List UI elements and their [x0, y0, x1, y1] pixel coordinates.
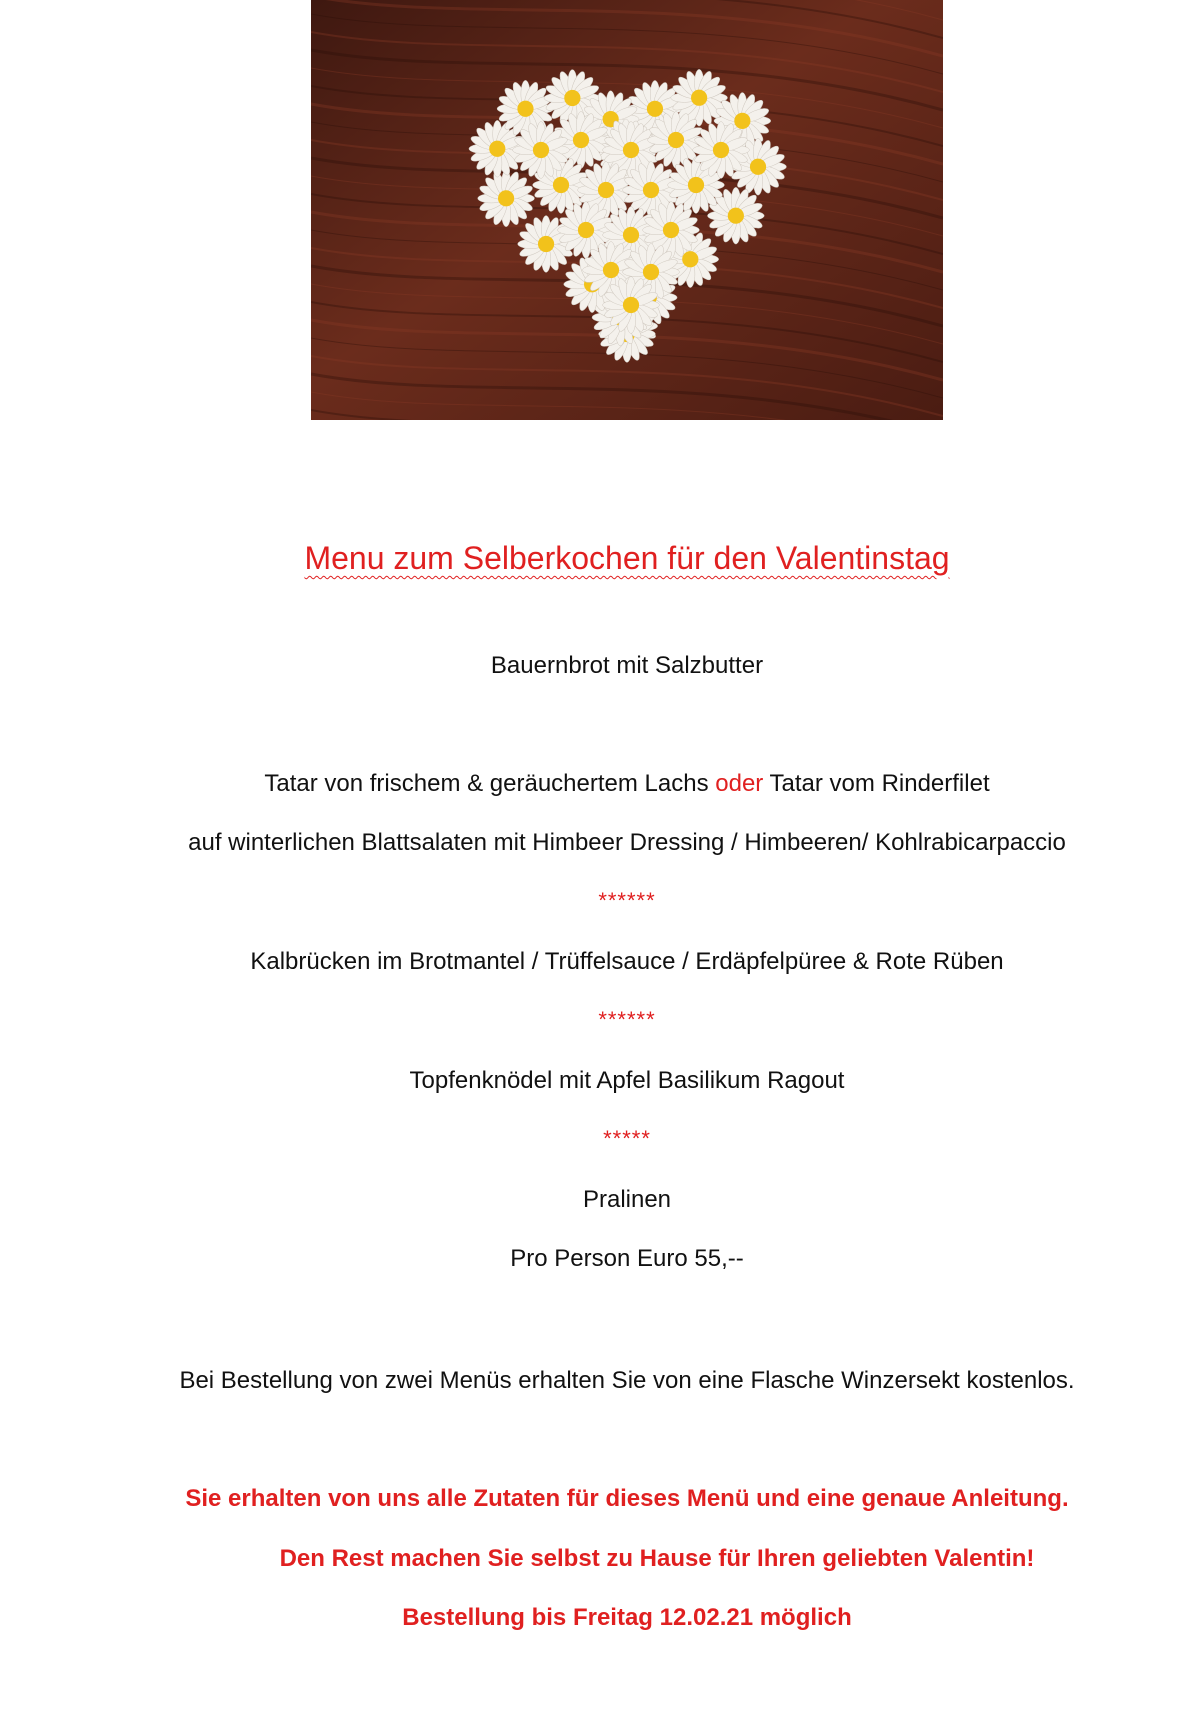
starter-salmon: Tatar von frischem & geräuchertem Lachs	[264, 770, 716, 797]
daisy-flower-icon	[513, 122, 570, 179]
menu-title: Menu zum Selberkochen für den Valentinstag	[304, 540, 950, 576]
course-separator-2: ******	[598, 1007, 656, 1032]
course-separator-3: *****	[603, 1126, 651, 1151]
course-bread: Bauernbrot mit Salzbutter	[490, 652, 764, 679]
daisy-flower-icon	[478, 170, 535, 227]
course-starter-line2: auf winterlichen Blattsalaten mit Himbeer Dressing / Himbeeren/ Kohlrabicarpaccio	[188, 829, 1066, 856]
course-starter-line1	[0, 770, 1200, 798]
course-main: Kalbrücken im Brotmantel / Trüffelsauce / Erdäpfelpüree & Rote Rüben	[250, 948, 1004, 975]
daisy-flower-icon	[603, 277, 660, 334]
price-per-person: Pro Person Euro 55,--	[510, 1245, 744, 1272]
daisy-flower-icon	[693, 122, 750, 179]
note-cook-at-home: Den Rest machen Sie selbst zu Hause für Ihren geliebten Valentin!	[279, 1545, 1035, 1572]
note-order-deadline: Bestellung bis Freitag 12.02.21 möglich	[402, 1604, 852, 1631]
starter-or: oder	[715, 770, 764, 797]
course-pralines: Pralinen	[582, 1186, 672, 1213]
starter-beef: Tatar vom Rinderfilet	[763, 770, 990, 797]
course-dessert: Topfenknödel mit Apfel Basilikum Ragout	[409, 1067, 845, 1094]
heart-of-daisies-photo	[311, 0, 943, 420]
course-separator-1: ******	[598, 888, 656, 913]
note-ingredients: Sie erhalten von uns alle Zutaten für dieses Menü und eine genaue Anleitung.	[185, 1485, 1069, 1512]
offer-text: Bei Bestellung von zwei Menüs erhalten Sie von eine Flasche Winzersekt kostenlos.	[179, 1367, 1075, 1394]
